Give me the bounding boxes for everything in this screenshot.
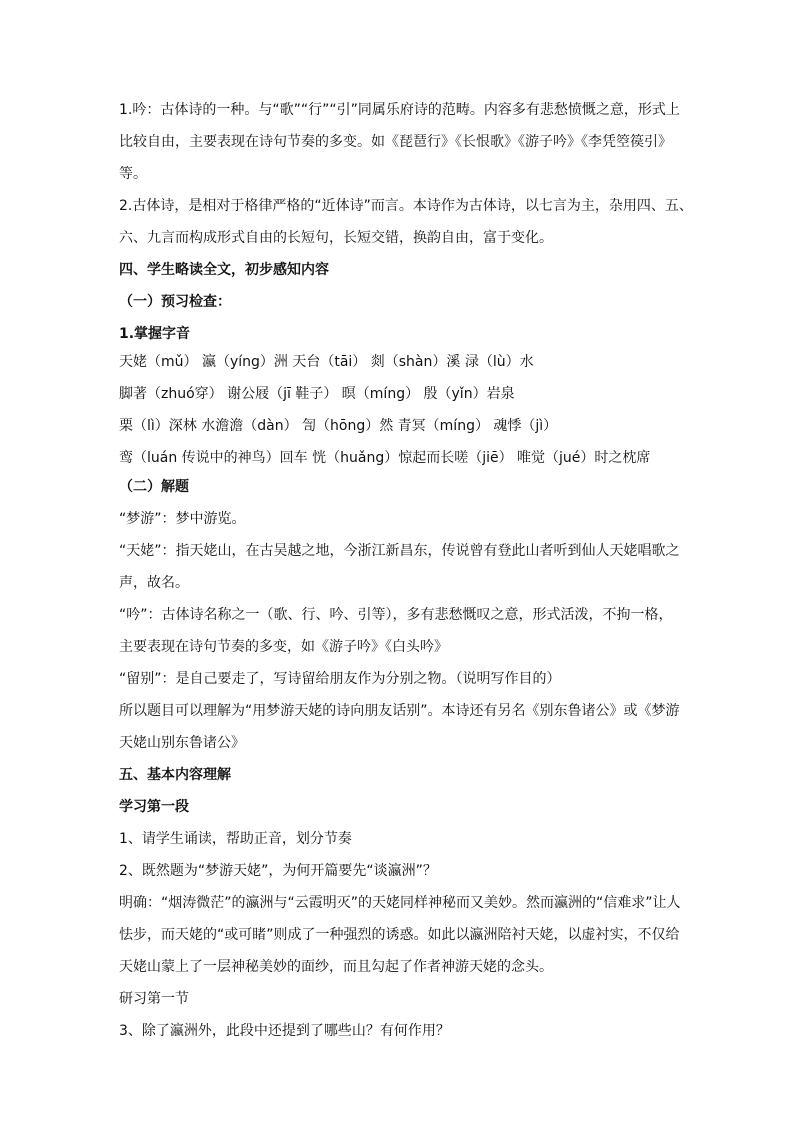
paragraph-line: 等。 xyxy=(119,166,147,182)
paragraph-line: “留别”：是自己要走了，写诗留给朋友作为分别之物。（说明写作目的） xyxy=(119,671,561,687)
paragraph-line: 怯步，而天姥的“或可睹”则成了一种强烈的诱惑。如此以瀛洲陪衬天姥，以虚衬实，不仅给 xyxy=(119,927,680,943)
question-line: 2、既然题为“梦游天姥”，为何开篇要先“谈瀛洲”？ xyxy=(119,863,437,879)
paragraph-line: 1.吟：古体诗的一种。与“歌”“行”“引”同属乐府诗的范畴。内容多有悲愁愤慨之意，形式上 xyxy=(119,102,680,118)
subsection-heading: （二）解题 xyxy=(119,479,189,495)
paragraph-line: 六、九言而构成形式自由的长短句，长短交错，换韵自由，富于变化。 xyxy=(119,230,553,246)
paragraph-line: 明确：“烟涛微茫”的瀛洲与“云霞明灭”的天姥同样神秘而又美妙。然而瀛洲的“信难求”让人 xyxy=(119,895,681,911)
subsection-heading: 研习第一节 xyxy=(119,991,189,1007)
paragraph-line: 天姥山别东鲁诸公》 xyxy=(119,735,245,751)
paragraph-line: 声，故名。 xyxy=(119,575,189,591)
question-line: 1、请学生诵读，帮助正音，划分节奏 xyxy=(119,831,352,847)
paragraph-line: 所以题目可以理解为“用梦游天姥的诗向朋友话别”。本诗还有另名《别东鲁诸公》或《梦游 xyxy=(119,703,680,719)
subsection-heading: 学习第一段 xyxy=(119,799,189,815)
paragraph-line: 2.古体诗，是相对于格律严格的“近体诗”而言。本诗作为古体诗，以七言为主，杂用四、五、 xyxy=(119,198,693,214)
subsection-heading: 1.掌握字音 xyxy=(119,326,191,342)
question-line: 3、除了瀛洲外，此段中还提到了哪些山？有何作用？ xyxy=(119,1023,450,1039)
paragraph-line: 天姥山蒙上了一层神秘美妙的面纱，而且勾起了作者神游天姥的念头。 xyxy=(119,959,553,975)
subsection-heading: （一）预习检查： xyxy=(119,294,231,310)
paragraph-line: “梦游”：梦中游览。 xyxy=(119,511,246,527)
paragraph-line: “天姥”：指天姥山，在古吴越之地，今浙江新昌东，传说曾有登此山者听到仙人天姥唱歌之 xyxy=(119,543,680,559)
pronunciation-line: 鸾（luán 传说中的神鸟）回车 恍（huǎng）惊起而长嗟（jiē） 唯觉（jué）时之枕席 xyxy=(119,450,651,466)
pronunciation-line: 栗（lì）深林 水澹澹（dàn） 訇（hōng）然 青冥（míng） 魂悸（jì） xyxy=(119,418,558,434)
paragraph-line: 主要表现在诗句节奏的多变，如《游子吟》《白头吟》 xyxy=(119,639,448,655)
paragraph-line: 比较自由，主要表现在诗句节奏的多变。如《琵琶行》《长恨歌》《游子吟》《李凭箜篌引》 xyxy=(119,134,672,150)
paragraph-line: “吟”：古体诗名称之一（歌、行、吟、引等），多有悲愁慨叹之意，形式活泼，不拘一格， xyxy=(119,607,673,623)
section-heading: 五、基本内容理解 xyxy=(119,767,231,783)
section-heading: 四、学生略读全文，初步感知内容 xyxy=(119,262,329,278)
pronunciation-line: 脚著（zhuó穿） 谢公屐（jī 鞋子） 暝（míng） 殷（yǐn）岩泉 xyxy=(119,386,515,402)
pronunciation-line: 天姥（mǔ） 瀛（yíng）洲 天台（tāi） 剡（shàn）溪 渌（lù）水 xyxy=(119,354,534,370)
